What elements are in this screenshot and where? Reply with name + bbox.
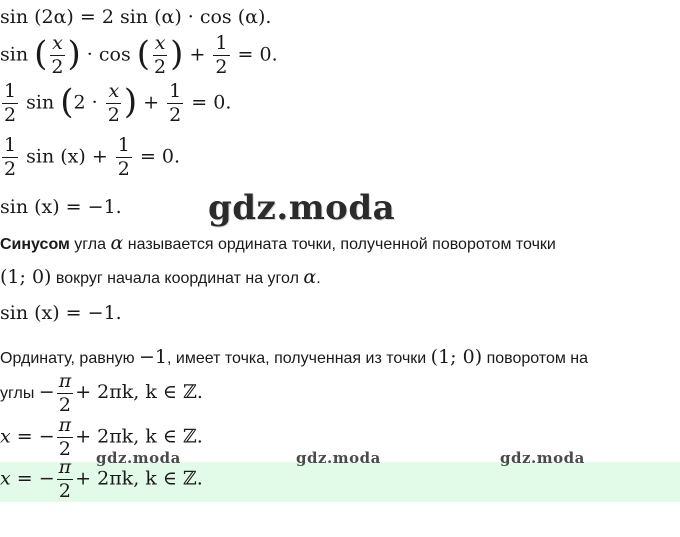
general-solution: + 2πk, k ∈ ℤ. (75, 381, 203, 403)
point-label: (1; 0) (430, 346, 483, 368)
equation-text: sin (2α) = 2 sin (α) · cos (α). (0, 6, 272, 28)
fraction-x-over-2: $\frac{x}{2}$ (107, 80, 120, 126)
equation-half-sin-x (0, 136, 180, 179)
definition-line-2: (1; 0) вокруг начала координат на угол α. (0, 266, 321, 288)
point-label: (1; 0) (0, 266, 52, 288)
watermark-small-1: gdz.moda (96, 449, 181, 467)
answer-equation: x = − $\frac{\pi}{2}$ + 2πk, k ∈ ℤ. (0, 456, 203, 502)
general-solution: + 2πk, k ∈ ℤ. (75, 467, 203, 490)
equals-zero: = 0. (191, 91, 232, 114)
fraction-pi-over-2: $\frac{\pi}{2}$ (58, 370, 72, 416)
definition-term: Синусом (0, 236, 70, 253)
fraction-x-over-2: $\frac{x}{2}$ (51, 32, 64, 78)
watermark-small-3: gdz.moda (500, 449, 585, 467)
watermark-small-2: gdz.moda (296, 449, 381, 467)
fraction-pi-over-2: $\frac{\pi}{2}$ (58, 456, 72, 502)
equation-double-angle (0, 6, 271, 28)
coefficient: 2 · (73, 91, 98, 114)
equals-zero: = 0. (237, 43, 278, 66)
plus-sign: + (189, 43, 206, 66)
equation-x-solution: x = − $\frac{\pi}{2}$ + 2πk, k ∈ ℤ. (0, 414, 203, 460)
watermark-main: gdz.moda (208, 188, 396, 228)
alpha-symbol: α (303, 266, 317, 288)
definition-line-1: Синусом угла α называется ордината точки, полученной поворотом точки (0, 232, 556, 254)
sin-x-label: sin (x) + (26, 145, 108, 168)
plus-sign: + (143, 91, 160, 114)
fraction-one-half: $\frac{1}{2}$ (215, 32, 228, 78)
ordinate-line-2: углы − $\frac{\pi}{2}$ + 2πk, k ∈ ℤ. (0, 370, 203, 416)
fraction-pi-over-2: $\frac{\pi}{2}$ (58, 414, 72, 460)
equation-text: sin (x) = −1. (0, 196, 122, 218)
equation-text: sin (x) = −1. (0, 302, 122, 324)
fraction-one-half: $\frac{1}{2}$ (117, 134, 130, 180)
equation-half-sin: $\frac{1}{2}$ sin (2 · $\frac{x}{2}$ ) + $\frac{1}{2}$ = 0. (4, 80, 232, 126)
sin-label: sin (0, 43, 29, 66)
general-solution: + 2πk, k ∈ ℤ. (75, 425, 203, 448)
cos-label: · cos (86, 43, 131, 66)
equation-product: sin ( $\frac{x}{2}$ ) · cos ( $\frac{x}{2}$ ) + $\frac{1}{2}$ = 0. (0, 32, 278, 78)
equation-sin-x-minus-one-repeat (0, 302, 122, 324)
ordinate-line-1: Ординату, равную −1, имеет точка, полученная из точки (1; 0) поворотом на (0, 346, 589, 368)
sin-label: sin (26, 91, 55, 114)
equals-zero: = 0. (139, 145, 181, 168)
fraction-one-half: $\frac{1}{2}$ (4, 134, 17, 180)
minus-one-value: −1 (139, 346, 168, 368)
fraction-x-over-2: $\frac{x}{2}$ (154, 32, 167, 78)
equation-sin-x-minus-one (0, 196, 122, 218)
fraction-one-half: $\frac{1}{2}$ (4, 80, 17, 126)
alpha-symbol: α (110, 232, 124, 254)
fraction-one-half: $\frac{1}{2}$ (169, 80, 182, 126)
